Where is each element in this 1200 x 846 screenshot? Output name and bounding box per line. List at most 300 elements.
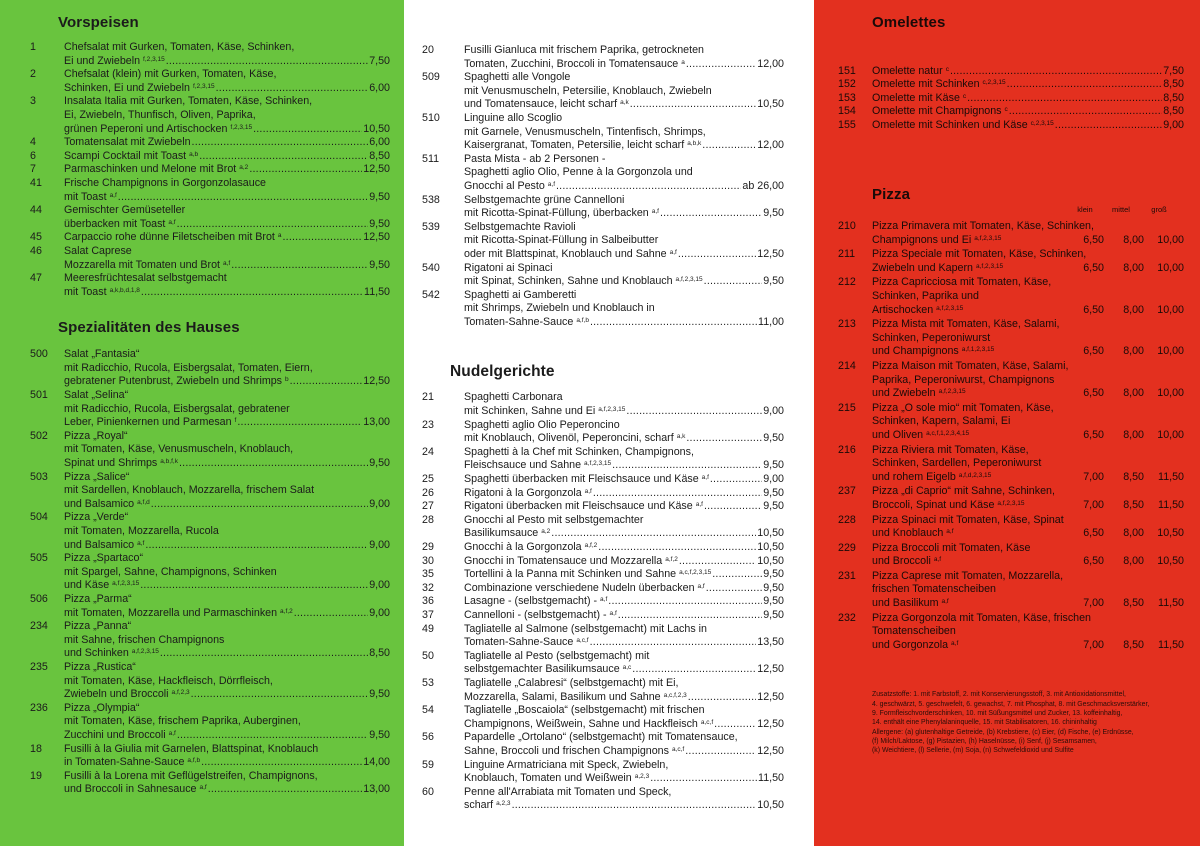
item-text-line: mit Radicchio, Rucola, Eisbergsalat, Tomaten, Eiern, — [64, 361, 313, 374]
red-panel — [814, 0, 1200, 846]
item-text-line: Spaghetti alle Vongole — [464, 71, 571, 84]
item-last-line — [464, 568, 784, 582]
item-price: 9,50 — [763, 486, 784, 499]
item-text-line — [64, 286, 140, 300]
menu-item — [30, 68, 390, 95]
item-text-line — [64, 647, 159, 661]
allergen-codes: a,f — [168, 729, 176, 737]
item-number: 152 — [838, 78, 856, 91]
pizza-item — [838, 360, 1184, 401]
item-text-line: Pizza „Panna“ — [64, 620, 132, 633]
price-large: 10,00 — [1157, 233, 1184, 246]
item-last-line — [64, 218, 390, 232]
item-description — [64, 620, 390, 661]
item-text-line — [64, 150, 198, 164]
menu-item — [422, 677, 784, 704]
allergen-codes: a,f,2,3,15 — [584, 460, 612, 468]
price-large: 10,50 — [1157, 555, 1184, 568]
dot-leader — [151, 498, 368, 512]
item-price: 12,50 — [363, 163, 390, 176]
item-last-line — [64, 191, 390, 205]
dot-leader — [632, 663, 756, 677]
item-price: 9,50 — [763, 568, 784, 581]
dot-leader — [140, 579, 368, 593]
item-last-line — [464, 636, 784, 650]
footnote-line: (k) Weichtiere, (l) Sellerie, (m) Soja, (n) Schwefeldioxid und Sulfite — [872, 747, 1074, 755]
menu-item — [422, 194, 784, 221]
item-text-line: Pizza Maison mit Tomaten, Käse, Salami, — [872, 359, 1069, 372]
price-large: 11,50 — [1158, 597, 1184, 610]
item-text-line — [64, 498, 150, 512]
item-last-line — [464, 745, 784, 759]
item-text-line: Pizza „Rustica“ — [64, 660, 136, 673]
item-number: 501 — [30, 389, 48, 402]
item-last-line — [64, 136, 390, 150]
item-number: 50 — [422, 649, 434, 662]
dot-leader — [685, 745, 756, 759]
item-text-line: Pizza Speciale mit Tomaten, Käse, Schinken, — [872, 248, 1087, 261]
item-text-line: Meeresfrüchtesalat selbstgemacht — [64, 272, 227, 285]
dot-leader — [192, 136, 369, 150]
item-description — [64, 552, 390, 593]
item-number: 500 — [30, 348, 48, 361]
allergen-codes: a,c,f,2,3 — [663, 691, 687, 699]
item-text: Rigatoni überbacken mit Fleischsauce und Käse — [464, 500, 693, 513]
dot-leader — [688, 691, 757, 705]
item-description — [464, 289, 784, 330]
price-medium: 8,00 — [1123, 387, 1144, 400]
item-text-line: Gnocchi al Pesto mit selbstgemachter — [464, 513, 644, 526]
menu-item — [422, 582, 784, 596]
item-number: 503 — [30, 470, 48, 483]
item-text-line: Pizza Broccoli mit Tomaten, Käse — [872, 541, 1031, 554]
menu-item — [30, 150, 390, 164]
item-number: 153 — [838, 91, 856, 104]
item-price: 9,00 — [369, 497, 390, 510]
item-price: 11,50 — [758, 772, 784, 785]
item-price: ab 26,00 — [742, 179, 784, 192]
item-text: Leber, Pinienkernen und Parmesan — [64, 416, 232, 429]
allergen-codes: a,f,b — [187, 757, 201, 765]
item-number: 542 — [422, 288, 440, 301]
allergen-codes: a,f — [946, 528, 954, 536]
item-text-line: Salat Caprese — [64, 244, 132, 257]
item-number: 2 — [30, 68, 36, 81]
item-text-line: Spaghetti à la Chef mit Schinken, Champignons, — [464, 445, 694, 458]
item-text-line: mit Tomaten, Käse, Venusmuscheln, Knoblauch, — [64, 443, 294, 456]
dot-leader — [199, 150, 368, 164]
item-price: 9,50 — [369, 688, 390, 701]
menu-item — [422, 487, 784, 501]
allergen-codes: a,f,2,3,15 — [976, 262, 1004, 270]
pizza-price-row — [838, 597, 1184, 611]
item-description — [464, 650, 784, 677]
item-last-line — [464, 459, 784, 473]
allergen-codes: a,c,f — [671, 745, 685, 753]
item-description — [464, 555, 784, 569]
menu-item — [422, 221, 784, 262]
allergen-codes: a,f — [547, 180, 556, 188]
dot-leader — [590, 636, 757, 650]
item-price: 9,00 — [369, 579, 390, 592]
dot-leader — [118, 191, 368, 205]
item-text: mit Toast — [64, 285, 107, 298]
menu-item — [30, 95, 390, 136]
price-large: 10,00 — [1157, 261, 1184, 274]
dot-leader — [1009, 105, 1162, 118]
item-text-line — [872, 78, 1006, 91]
allergen-codes: a,f — [941, 598, 949, 606]
item-text-line: Chefsalat mit Gurken, Tomaten, Käse, Schinken, — [64, 41, 295, 53]
item-number: 26 — [422, 486, 434, 499]
menu-item — [30, 231, 390, 245]
item-last-line — [872, 92, 1184, 105]
price-small: 6,50 — [1083, 555, 1104, 568]
item-description — [464, 609, 784, 623]
item-last-line — [464, 799, 784, 813]
allergen-codes: a,f — [697, 582, 705, 590]
item-description — [464, 419, 784, 446]
menu-item — [422, 44, 784, 71]
allergen-codes: a,f — [951, 639, 959, 647]
menu-item — [30, 272, 390, 299]
item-text-line: Spaghetti aglio Olio Peperoncino — [464, 418, 620, 431]
menu-item — [422, 112, 784, 153]
item-last-line — [464, 316, 784, 330]
allergen-codes: c — [945, 66, 949, 73]
item-description — [464, 582, 784, 596]
price-small: 7,00 — [1083, 597, 1104, 610]
item-text-line: Selbstgemachte grüne Cannelloni — [464, 193, 625, 206]
item-price: 6,00 — [369, 136, 390, 149]
price-large: 10,00 — [1157, 428, 1184, 441]
price-group — [1070, 597, 1184, 611]
item-price: 13,00 — [363, 783, 390, 796]
item-price: 9,50 — [763, 207, 784, 220]
allergen-codes: a,2,3 — [634, 773, 650, 781]
dot-leader — [679, 555, 756, 569]
allergen-codes: f,2,3,15 — [143, 55, 165, 63]
item-text-line — [464, 663, 631, 677]
allergen-codes: c — [1004, 106, 1008, 114]
item-text-line: Pizza Gorgonzola mit Tomaten, Käse, frischen — [872, 611, 1091, 624]
item-number: 32 — [422, 581, 434, 594]
item-text: mit Ricotta-Spinat-Füllung, überbacken — [464, 207, 649, 220]
menu-item — [30, 136, 390, 150]
item-last-line — [464, 432, 784, 446]
dot-leader — [702, 139, 756, 153]
footnote-line: 9. Formfleischvorderschinken, 10. mit Süßungsmittel und Zucker, 13. koffeinhaltig, — [872, 710, 1123, 718]
item-text-line: Tagliatelle al Pesto (selbstgemacht) mit — [464, 649, 650, 662]
menu-item — [838, 78, 1184, 91]
item-text: mit Spinat, Schinken, Sahne und Knoblauch — [464, 275, 673, 288]
menu-item — [422, 473, 784, 487]
item-text-line — [464, 772, 649, 786]
dot-leader — [231, 259, 368, 273]
item-number: 59 — [422, 758, 434, 771]
item-text-line — [464, 432, 685, 446]
item-text: und Knoblauch — [872, 527, 944, 540]
item-text: Tortellini à la Panna mit Schinken und Sahne — [464, 568, 677, 581]
item-price: 12,00 — [757, 139, 784, 152]
item-last-line — [464, 663, 784, 677]
item-text-line — [64, 729, 176, 743]
pizza-price-row — [838, 471, 1184, 485]
menu-item — [30, 661, 390, 702]
item-number: 229 — [838, 541, 856, 554]
item-text-line — [464, 316, 589, 330]
item-last-line — [64, 259, 390, 273]
item-description — [64, 770, 390, 797]
item-last-line — [64, 647, 390, 661]
price-group — [1070, 429, 1184, 443]
item-price: 12,50 — [363, 375, 390, 388]
item-text-line — [872, 105, 1008, 118]
item-description — [64, 136, 390, 150]
footnote-line: Allergene: (a) glutenhaltige Getreide, (b) Krebstiere, (c) Eier, (d) Fische, (e) Erdnüsse, — [872, 728, 1134, 736]
item-text-line — [464, 248, 677, 262]
item-price: 10,50 — [757, 799, 784, 812]
item-text: Broccoli, Spinat und Käse — [872, 498, 995, 511]
item-number: 36 — [422, 595, 434, 608]
allergen-codes: a,b — [189, 150, 199, 158]
menu-item — [422, 650, 784, 677]
price-group — [1070, 639, 1184, 653]
item-text: Rigatoni à la Gorgonzola — [464, 486, 582, 499]
item-text-line: Schinken, Peperoniwurst — [872, 331, 991, 344]
allergen-codes: a — [681, 58, 685, 66]
item-number: 234 — [30, 620, 48, 633]
price-group — [1070, 499, 1184, 513]
allergen-codes: a,k — [620, 99, 629, 107]
item-number: 53 — [422, 676, 434, 689]
item-text-line: Papardelle „Ortolano“ (selbstgemacht) mit Tomatensauce, — [464, 731, 738, 744]
dot-leader — [551, 527, 756, 541]
item-price: 13,00 — [363, 416, 390, 429]
footnote-line: 4. geschwärzt, 5. geschwefelt, 6. gewachst, 7. mit Phosphat, 8. mit Geschmacksverstärker, — [872, 700, 1150, 708]
pizza-item — [838, 514, 1184, 541]
item-text: scharf — [464, 799, 494, 812]
pasta-specials-list — [422, 44, 784, 329]
pizza-price-row — [838, 262, 1184, 276]
allergen-codes: a,f — [168, 218, 176, 226]
dot-leader — [714, 718, 756, 732]
item-text-line — [464, 98, 629, 112]
item-price: 9,50 — [763, 275, 784, 288]
item-description — [464, 446, 784, 473]
item-text: gebratener Putenbrust, Zwiebeln und Shrimps — [64, 375, 283, 388]
price-medium: 8,50 — [1123, 597, 1144, 610]
item-text: Cannelloni - (selbstgemacht) - — [464, 608, 607, 621]
dot-leader — [686, 432, 762, 446]
dot-leader — [618, 609, 762, 623]
allergen-codes: c,2,3,15 — [1030, 119, 1054, 127]
item-text: und Käse — [64, 579, 110, 592]
allergen-codes: a,f,2,3,15 — [974, 234, 1002, 242]
menu-item — [422, 71, 784, 112]
item-price: 9,00 — [1163, 118, 1184, 131]
item-text-line — [64, 688, 190, 702]
item-text-line: Pizza „Salice“ — [64, 470, 130, 483]
item-description — [464, 786, 784, 813]
item-description — [64, 593, 390, 620]
menu-item — [422, 153, 784, 194]
item-text-line — [64, 55, 165, 69]
item-text-line: Salat „Selina“ — [64, 389, 129, 402]
item-number: 41 — [30, 176, 42, 189]
item-description — [464, 595, 784, 609]
item-text-line: Pasta Mista - ab 2 Personen - — [464, 152, 606, 165]
item-text-line: Gemischter Gemüseteller — [64, 204, 186, 217]
dot-leader — [712, 568, 762, 582]
item-price: 12,50 — [757, 663, 784, 676]
item-description — [64, 743, 390, 770]
item-text: Schinken, Ei und Zwiebeln — [64, 81, 190, 94]
item-number: 214 — [838, 359, 856, 372]
item-price: 9,50 — [763, 581, 784, 594]
item-text-line — [64, 82, 215, 96]
item-text-line — [64, 218, 176, 232]
dot-leader — [950, 65, 1162, 78]
menu-item — [422, 391, 784, 418]
item-text-line: Fusilli à la Lorena mit Geflügelstreifen, Champignons, — [64, 769, 318, 782]
item-text-line — [464, 275, 703, 289]
item-number: 24 — [422, 445, 434, 458]
item-description — [464, 221, 784, 262]
dot-leader — [630, 98, 757, 112]
item-last-line — [464, 541, 784, 555]
allergen-codes: a — [277, 232, 282, 240]
menu-item — [422, 446, 784, 473]
item-text-line: Schinken, Sardellen, Peperoniwurst — [872, 457, 1042, 470]
item-number: 211 — [838, 248, 856, 261]
item-number: 47 — [30, 272, 42, 285]
price-large: 10,50 — [1157, 527, 1184, 540]
item-number: 35 — [422, 568, 434, 581]
allergen-codes: a,f — [109, 191, 117, 199]
item-text: selbstgemachter Basilikumsauce — [464, 663, 620, 676]
dot-leader — [145, 539, 368, 553]
vorspeisen-list — [30, 41, 390, 299]
price-small: 6,50 — [1083, 387, 1104, 400]
allergen-codes: a,f — [137, 539, 145, 547]
price-small: 6,50 — [1083, 303, 1104, 316]
pizza-price-row — [838, 345, 1184, 359]
item-price: 10,50 — [757, 541, 784, 553]
allergen-codes: a,f — [669, 248, 677, 256]
allergen-codes: a,c,f,2,3,15 — [679, 569, 712, 577]
allergen-codes: a,f,b — [576, 316, 589, 324]
item-number: 4 — [30, 136, 36, 149]
menu-item — [30, 430, 390, 471]
item-text: und Zwiebeln — [872, 387, 936, 400]
item-text: überbacken mit Toast — [64, 217, 166, 230]
item-text-line: Spaghetti Carbonara — [464, 391, 563, 404]
vorspeisen-heading: Vorspeisen — [58, 14, 139, 31]
item-description — [464, 759, 784, 786]
item-price: 10,50 — [363, 122, 390, 135]
pizza-item — [838, 220, 1184, 247]
allergen-codes: a,2 — [541, 528, 551, 536]
item-price: 9,50 — [369, 457, 390, 470]
item-text-line — [64, 136, 191, 150]
item-number: 509 — [422, 71, 440, 84]
allergen-codes: f,2,3,15 — [230, 123, 253, 131]
item-text-line: mit Venusmuscheln, Petersilie, Knoblauch, Zwiebeln — [464, 84, 712, 97]
price-small: 6,50 — [1083, 345, 1104, 358]
item-price: 12,50 — [757, 744, 784, 757]
allergen-codes: a,f,d — [137, 498, 150, 506]
allergen-codes: f — [234, 417, 237, 425]
item-number: 7 — [30, 163, 36, 176]
item-text-line — [464, 500, 703, 514]
item-price: 10,50 — [757, 527, 784, 540]
item-number: 44 — [30, 204, 42, 217]
allergen-codes: a,f,d,2,3,15 — [958, 471, 992, 479]
item-last-line — [64, 607, 390, 621]
item-last-line — [464, 718, 784, 732]
price-group — [1070, 304, 1184, 318]
item-last-line — [872, 105, 1184, 118]
item-last-line — [464, 207, 784, 221]
item-text-line — [64, 375, 289, 389]
item-number: 237 — [838, 485, 856, 498]
item-price: 10,50 — [757, 98, 784, 111]
item-text: Combinazione verschiedene Nudeln überbacken — [464, 581, 695, 594]
menu-item — [422, 568, 784, 582]
item-number: 504 — [30, 511, 48, 524]
item-number: 235 — [30, 660, 48, 673]
menu-item — [30, 743, 390, 770]
item-price: 9,50 — [763, 595, 784, 608]
dot-leader — [191, 688, 369, 702]
item-text: Carpaccio rohe dünne Filetscheiben mit Brot — [64, 231, 275, 244]
dot-leader — [290, 375, 363, 389]
item-text-line — [64, 756, 200, 770]
menu-item — [422, 595, 784, 609]
item-price: 9,50 — [763, 459, 784, 472]
item-last-line — [464, 527, 784, 541]
item-description — [464, 473, 784, 487]
item-text: Lasagne - (selbstgemacht) - — [464, 595, 598, 608]
menu-item — [422, 262, 784, 289]
item-price: 9,00 — [763, 405, 784, 418]
item-number: 505 — [30, 552, 48, 565]
allergen-codes: a,f,2,3,15 — [936, 304, 964, 312]
omelettes-list — [838, 65, 1184, 132]
item-number: 502 — [30, 429, 48, 442]
item-price: 9,00 — [763, 473, 784, 486]
item-text-line: Salat „Fantasia“ — [64, 348, 140, 361]
dot-leader — [967, 92, 1162, 105]
item-price: 12,50 — [757, 247, 784, 260]
item-text-line: mit Tomaten, Käse, frischem Paprika, Auberginen, — [64, 715, 301, 728]
allergen-codes: a,f — [600, 596, 608, 604]
item-text-line: Pizza „Royal“ — [64, 429, 128, 442]
dot-leader — [294, 607, 368, 621]
pizza-heading: Pizza — [872, 186, 911, 204]
item-number: 538 — [422, 193, 440, 206]
item-text: und Broccoli in Sahnesauce — [64, 783, 197, 796]
pizza-item — [838, 276, 1184, 317]
menu-item — [422, 541, 784, 555]
menu-item — [30, 702, 390, 743]
item-text-line — [464, 609, 617, 623]
item-last-line — [64, 375, 390, 389]
item-text-line — [64, 191, 117, 205]
price-large: 10,00 — [1157, 387, 1184, 400]
item-price: 8,50 — [1163, 91, 1184, 104]
